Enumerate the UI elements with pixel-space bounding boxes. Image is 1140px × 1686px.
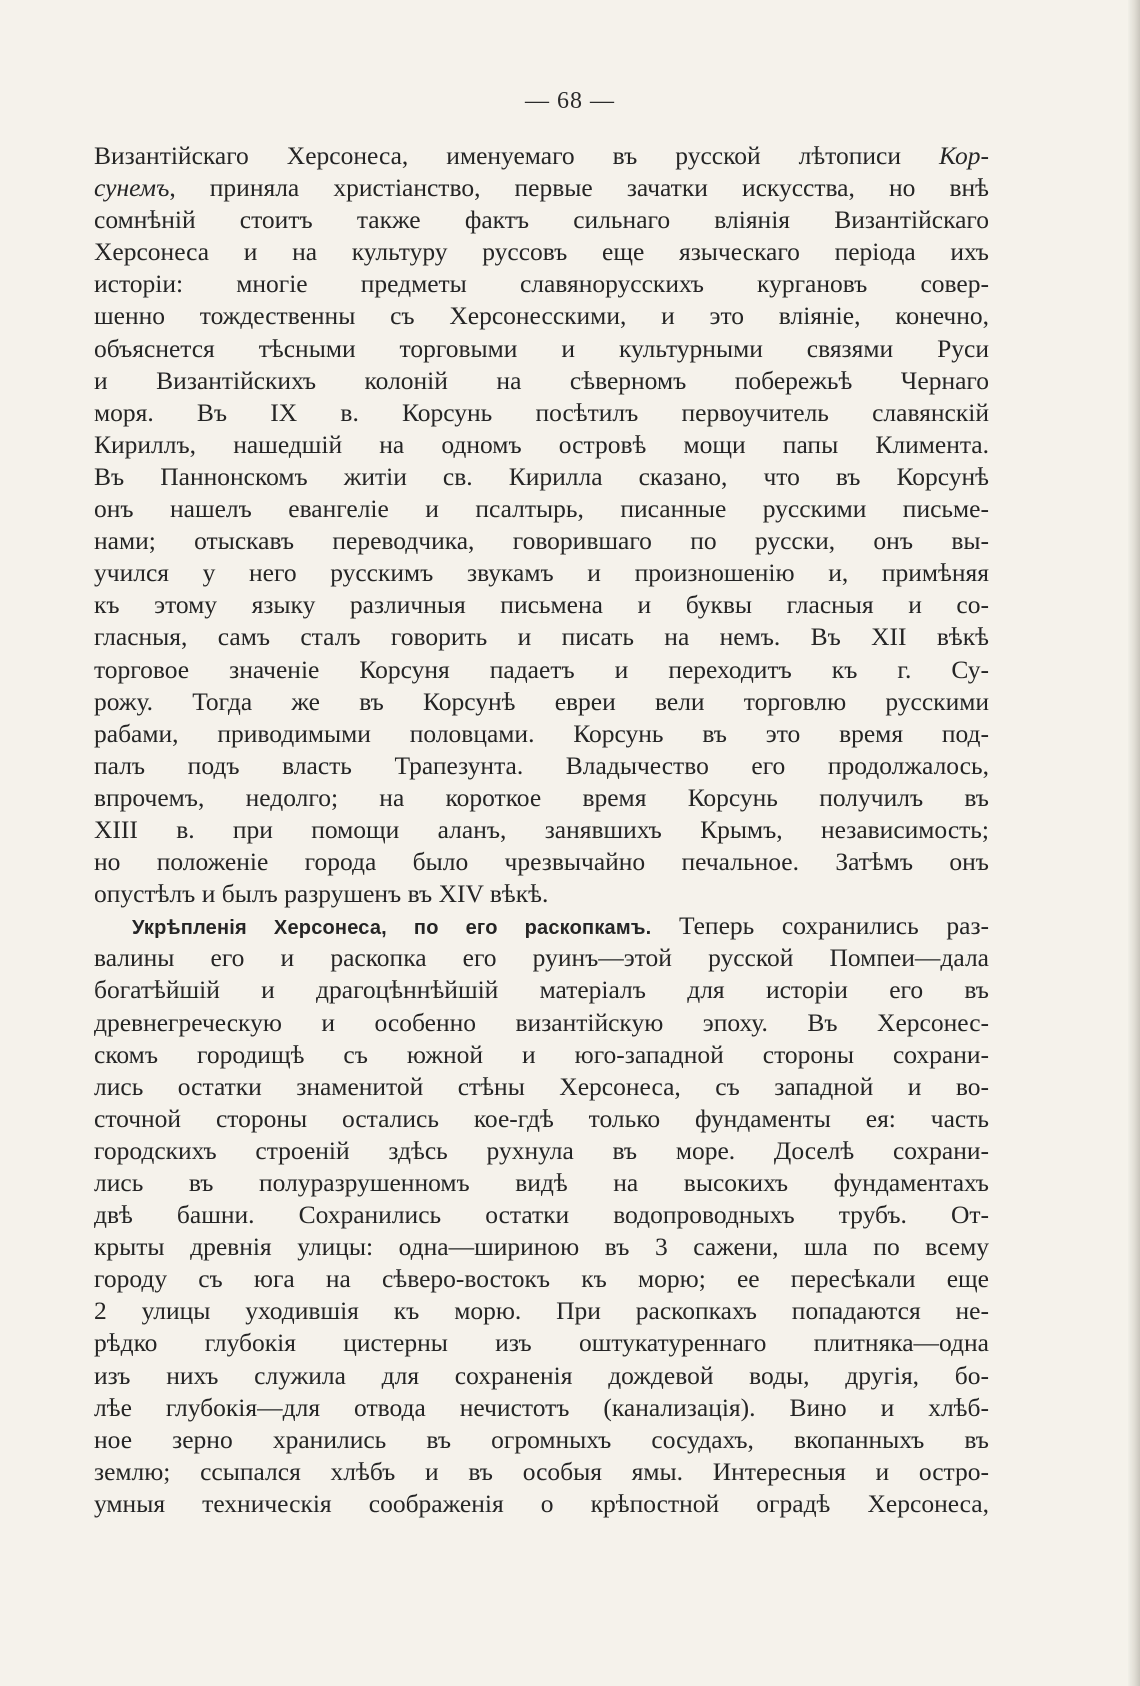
text-line: рожу. Тогда же въ Корсунѣ евреи вели торговлю русскими	[94, 686, 989, 716]
paragraph-1	[94, 140, 989, 910]
text-line: рѣдко глубокія цистерны изъ оштукатуреннаго плитняка—одна	[94, 1328, 989, 1358]
section-heading: Укрѣпленія Херсонеса, по его раскопкамъ.	[132, 917, 652, 940]
text-line: XIII в. при помощи аланъ, занявшихъ Крымъ, независимость;	[94, 814, 989, 844]
text-line: онъ нашелъ евангеліе и псалтырь, писанные русскими письме-	[94, 494, 989, 524]
text-line: торговое значеніе Корсуня падаетъ и переходитъ къ г. Су-	[94, 654, 989, 684]
text-line: валины его и раскопка его руинъ—этой русской Помпеи—дала	[94, 943, 989, 973]
text-line: шенно тождественны съ Херсонесскими, и это вліяніе, конечно,	[94, 301, 989, 331]
text-line	[94, 910, 989, 942]
text-line: 2 улицы уходившія къ морю. При раскопкахъ попадаются не-	[94, 1296, 989, 1326]
text-line: богатѣйшій и драгоцѣннѣйшій матеріалъ для исторіи его въ	[94, 975, 989, 1005]
text-line: нами; отыскавъ переводчика, говорившаго по русски, онъ вы-	[94, 526, 989, 556]
text-line: землю; ссыпался хлѣбъ и въ особыя ямы. Интересныя и остро-	[94, 1456, 989, 1486]
text-line: изъ нихъ служила для сохраненія дождевой воды, другія, бо-	[94, 1360, 989, 1390]
text-line: Херсонеса и на культуру руссовъ еще языческаго періода ихъ	[94, 237, 989, 267]
page-edge-shadow	[1128, 0, 1140, 1686]
text-line: но положеніе города было чрезвычайно печальное. Затѣмъ онъ	[94, 847, 989, 877]
text-line: исторіи: многіе предметы славянорусскихъ кургановъ совер-	[94, 269, 989, 299]
text-line	[94, 140, 989, 172]
text-line: лись въ полуразрушенномъ видѣ на высокихъ фундаментахъ	[94, 1168, 989, 1197]
italic-name: сунемъ	[94, 173, 170, 203]
text-run: , приняла христіанство, первые зачатки искусства, но внѣ	[169, 173, 989, 203]
text-line: крыты древнія улицы: одна—шириною въ 3 сажени, шла по всему	[94, 1232, 989, 1262]
page-number: — 68 —	[525, 88, 615, 114]
text-line: сточной стороны остались кое-гдѣ только фундаменты ея: часть	[94, 1103, 989, 1133]
text-line: сомнѣній стоитъ также фактъ сильнаго вліянія Византійскаго	[94, 205, 989, 235]
paragraph-2	[94, 910, 989, 1520]
text-line: опустѣлъ и былъ разрушенъ въ XIV вѣкѣ.	[94, 879, 549, 909]
text-run: Византійскаго Херсонеса, именуемаго въ русской лѣтописи	[94, 141, 940, 170]
text-line: двѣ башни. Сохранились остатки водопроводныхъ трубъ. От-	[94, 1200, 989, 1230]
text-line: къ этому языку различныя письмена и буквы гласныя и со-	[94, 590, 989, 620]
text-line: моря. Въ IX в. Корсунь посѣтилъ первоучитель славянскій	[94, 397, 989, 427]
text-line: Кириллъ, нашедшій на одномъ островѣ мощи папы Климента.	[94, 429, 989, 459]
body-text	[94, 140, 989, 1520]
text-line	[94, 172, 989, 204]
text-run: Теперь сохранились раз-	[651, 911, 990, 941]
text-line: учился у него русскимъ звукамъ и произношенію и, примѣняя	[94, 558, 989, 588]
text-line: лись остатки знаменитой стѣны Херсонеса, съ западной и во-	[94, 1071, 989, 1101]
text-line: ное зерно хранились въ огромныхъ сосудахъ, вкопанныхъ въ	[94, 1424, 989, 1454]
text-line: Въ Паннонскомъ житіи св. Кирилла сказано, что въ Корсунѣ	[94, 461, 989, 491]
text-line: городу съ юга на сѣверо-востокъ къ морю; ее пересѣкали еще	[94, 1264, 989, 1294]
text-line: и Византійскихъ колоній на сѣверномъ побережьѣ Чернаго	[94, 365, 989, 395]
text-line: гласныя, самъ сталъ говорить и писать на немъ. Въ XII вѣкѣ	[94, 622, 989, 652]
text-line: умныя техническія соображенія о крѣпостной оградѣ Херсонеса,	[94, 1488, 989, 1518]
text-line: лѣе глубокія—для отвода нечистотъ (канализація). Вино и хлѣб-	[94, 1392, 989, 1422]
text-line: скомъ городищѣ съ южной и юго-западной стороны сохрани-	[94, 1039, 989, 1069]
text-line: объяснется тѣсными торговыми и культурными связями Руси	[94, 333, 989, 363]
text-line: рабами, приводимыми половцами. Корсунь въ это время под-	[94, 718, 989, 748]
text-line: палъ подъ власть Трапезунта. Владычество его продолжалось,	[94, 750, 989, 780]
text-line: городскихъ строеній здѣсь рухнула въ море. Доселѣ сохрани-	[94, 1135, 989, 1165]
text-line: древнегреческую и особенно византійскую эпоху. Въ Херсонес-	[94, 1007, 989, 1037]
italic-name: Кор-	[939, 141, 989, 170]
text-line: впрочемъ, недолго; на короткое время Корсунь получилъ въ	[94, 782, 989, 812]
